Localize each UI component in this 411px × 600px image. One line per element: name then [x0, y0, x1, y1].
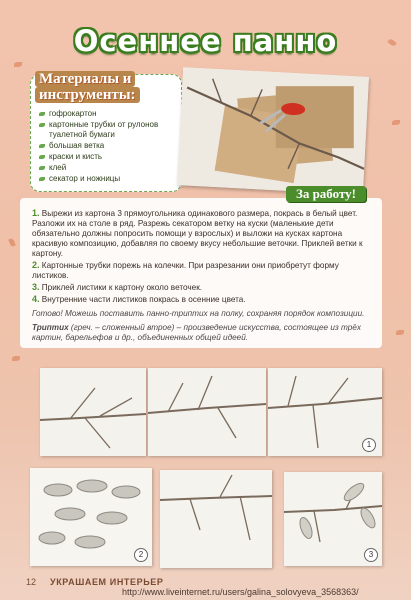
material-item: секатор и ножницы: [39, 174, 175, 184]
definition-text: (греч. – сложенный втрое) – произведение искусства, состоящее из трёх картин, барельефов и др., объединенных общей идеей.: [32, 323, 361, 342]
step-item: [32, 208, 370, 259]
step-marker: 3: [364, 548, 378, 562]
materials-box: [30, 71, 182, 192]
step1-photo-left: [40, 368, 146, 456]
step-text: Внутренние части листиков покрась в осенние цвета.: [41, 295, 246, 304]
material-item: большая ветка: [39, 141, 175, 151]
material-item: клей: [39, 163, 175, 173]
step-number: 4.: [32, 294, 40, 304]
step3-photo-leaves: [284, 472, 382, 566]
step3-photo-branch: [160, 470, 272, 568]
source-url[interactable]: http://www.liveinternet.ru/users/galina_solovyeva_3568363/: [122, 587, 359, 597]
done-note: Готово! Можешь поставить панно-триптих на полку, сохраняя порядок композиции.: [32, 309, 365, 318]
material-item: картонные трубки от рулонов туалетной бумаги: [39, 120, 175, 140]
material-item: гофрокартон: [39, 109, 175, 119]
step2-photo-rings: [30, 468, 152, 566]
leaf-decoration: [396, 330, 404, 335]
step-item: [32, 294, 370, 305]
materials-list: [39, 109, 175, 184]
step-text: Вырежи из картона 3 прямоугольника одинакового размера, покрась в белый цвет. Разложи их на столе в ряд. Разрежь секатором ветку на куски (маленькие дети обязательно должны попросить помощи у взрослых) и выложи на кусках картона красивую композицию, добавляя по своему вкусу небольшие веточки. Приклей ветки к картону.: [32, 209, 363, 258]
step-marker: 2: [134, 548, 148, 562]
step-number: 3.: [32, 282, 40, 292]
materials-photo: [177, 67, 369, 195]
definition: [32, 323, 370, 343]
instructions-panel: [20, 186, 382, 348]
step1-photo-right: [268, 368, 382, 456]
section-title: УКРАШАЕМ ИНТЕРЬЕР: [50, 577, 164, 587]
page-title: Осеннее панно: [73, 24, 338, 58]
step-marker: 1: [362, 438, 376, 452]
step-text: Приклей листики к картону около веточек.: [41, 283, 203, 292]
materials-photo-image: [177, 67, 369, 195]
step-text: Картонные трубки порежь на колечки. При разрезании они приобретут форму листиков.: [32, 261, 339, 280]
materials-heading-line2: инструменты:: [35, 87, 140, 103]
step-number: 2.: [32, 260, 40, 270]
definition-term: Триптих: [32, 323, 69, 332]
leaf-decoration: [8, 238, 15, 247]
materials-heading-line1: Материалы и: [35, 71, 135, 87]
branch-image: [148, 368, 266, 456]
page-number: 12: [26, 577, 37, 587]
branch-image: [40, 368, 146, 456]
leaf-decoration: [392, 120, 400, 125]
step-item: [32, 282, 370, 293]
work-badge: За работу!: [286, 186, 366, 202]
step-number: 1.: [32, 208, 40, 218]
materials-heading: [35, 71, 183, 103]
leaf-decoration: [14, 62, 22, 67]
step-item: [32, 260, 370, 281]
material-item: краски и кисть: [39, 152, 175, 162]
leaf-decoration: [12, 356, 20, 361]
step1-photo-middle: [148, 368, 266, 456]
branch-image: [160, 470, 272, 568]
